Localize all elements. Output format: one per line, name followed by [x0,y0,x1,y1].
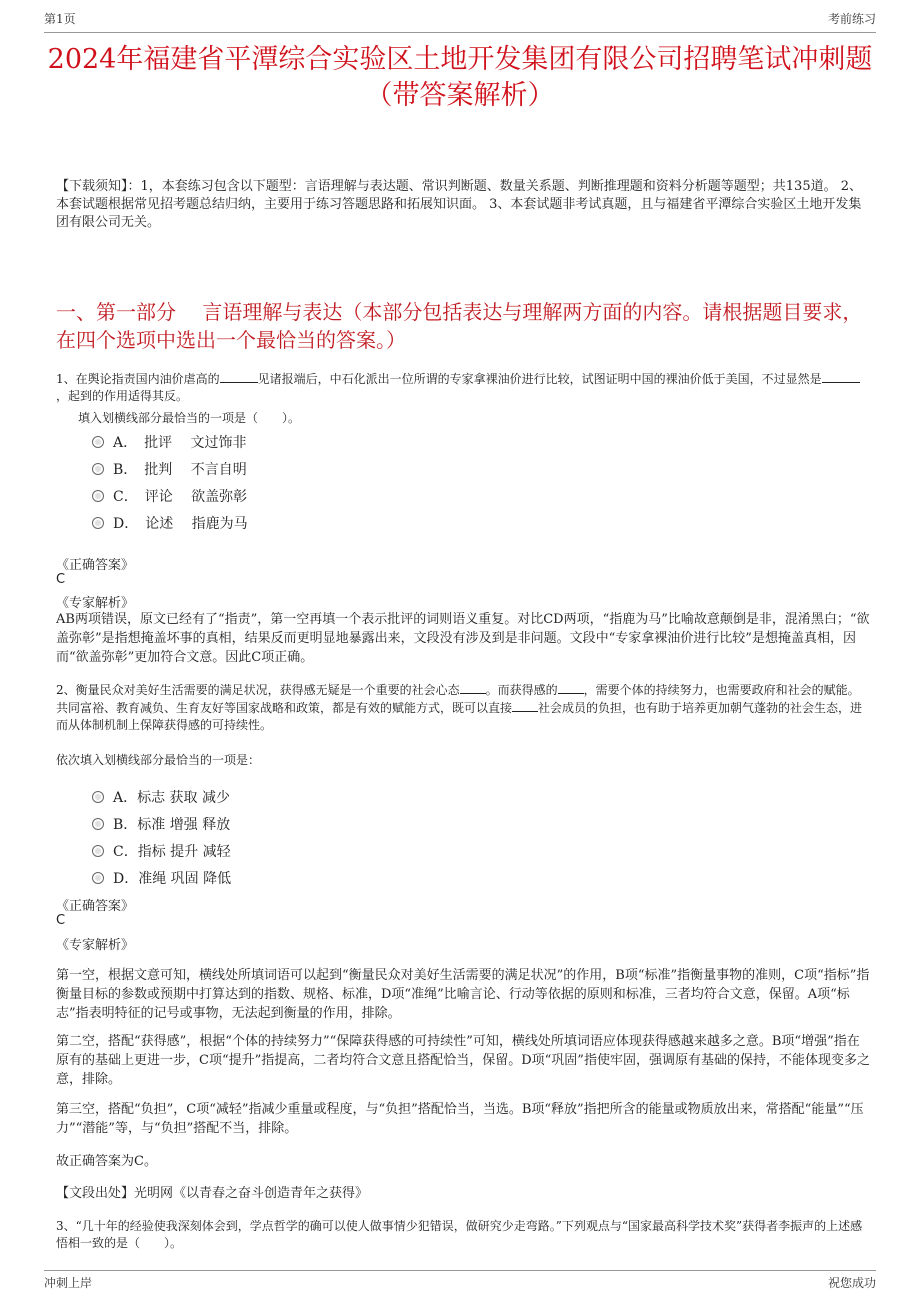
question-2-text: 2、衡量民众对美好生活需要的满足状况，获得感无疑是一个重要的社会心态 。而获得感的 ，需要个体的持续努力，也需要政府和社会的赋能。共同富裕、教育减负、生育友好等国家战略和政策，都是有效的赋能方式，既可以直接 社会成员的负担，也有助于培养更加朝气蓬勃的社会生态，进而从体制机制上保障获得感的可持续性。 [56,683,863,732]
q2-analysis-p1: 第一空，根据文意可知，横线处所填词语可以起到“衡量民众对美好生活需要的满足状况”的作用，B项“标准”指衡量事物的准则，C项“指标”指衡量目标的参数或预期中打算达到的指数、规格、标准，D项“准绳”比喻言论、行动等依据的原则和标准，三者均符合文意，保留。A项“标志”指表明特征的记号或事物，无法起到衡量的作用，排除。 [56,968,870,1021]
document-title: 2024年福建省平潭综合实验区土地开发集团有限公司招聘笔试冲刺题（带答案解析） [47,44,873,111]
footer-left: 冲刺上岸 [44,1276,93,1290]
q2-answer: C [56,913,66,928]
radio-icon[interactable] [92,436,104,448]
q2-analysis-p2: 第二空，搭配“获得感”，根据“个体的持续努力”“保障获得感的可持续性”可知，横线处所填词语应体现获得感越来越多之意。B项“增强”指在原有的基础上更进一步，C项“提升”指提高，二者均符合文意且搭配恰当，保留。D项“巩固”指使牢固，强调原有基础的保持，不能体现变多之意，排除。 [56,1034,870,1087]
q2-analysis-p3: 第三空，搭配“负担”，C项“减轻”指减少重量或程度，与“负担”搭配恰当，当选。B项“释放”指把所含的能量或物质放出来，常搭配“能量”“压力”“潜能”等，与“负担”搭配不当，排除。 [56,1102,864,1136]
question-1-text: 1、在舆论指责国内油价虐高的 见诸报端后，中石化派出一位所谓的专家拿裸油价进行比较，试图证明中国的裸油价低于美国，不过显然是，起到的作用适得其反。 [56,370,870,405]
q1-option-a[interactable]: A． 批评 文过饰非 [92,432,247,452]
q2-analysis-p4: 故正确答案为C。 [56,1154,157,1169]
radio-icon[interactable] [92,463,104,475]
q1-answer-label: 《正确答案》 [56,558,135,573]
q1-option-d[interactable]: D． 论述 指鹿为马 [92,513,248,533]
q1-analysis: AB两项错误，原文已经有了“指责”，第一空再填一个表示批评的词则语义重复。对比CD两项，“指鹿为马”比喻故意颠倒是非，混淆黑白；“欲盖弥彰”是指想掩盖坏事的真相，结果反而更明显地暴露出来，文段没有涉及到是非问题。文段中“专家拿裸油价进行比较”是想掩盖真相，因而“欲盖弥彰”更加符合文意。因此C项正确。 [56,612,870,665]
q2-answer-label: 《正确答案》 [56,899,135,914]
radio-icon[interactable] [92,818,104,830]
download-notice: 【下载须知】：1，本套练习包含以下题型：言语理解与表达题、常识判断题、数量关系题、判断推理题和资料分析题等题型；共135道。 2、本套试题根据常见招考题总结归纳，主要用于练习答题思路和拓展知识面。 3、本套试题非考试真题，且与福建省平潭综合实验区土地开发集团有限公司无关。 [56,179,862,230]
q2-option-b[interactable]: B．标准 增强 释放 [92,814,230,834]
question-2-prompt: 依次填入划横线部分最恰当的一项是： [56,753,261,767]
footer-right: 祝您成功 [827,1276,876,1290]
q1-option-c[interactable]: C． 评论 欲盖弥彰 [92,486,247,506]
blank-3 [512,699,538,712]
blank-2 [822,370,860,383]
radio-icon[interactable] [92,872,104,884]
radio-icon[interactable] [92,517,104,529]
q1-analysis-label: 《专家解析》 [56,596,135,611]
blank-2 [558,681,584,694]
blank-1 [220,370,258,383]
q1-option-b[interactable]: B． 批判 不言自明 [92,459,247,479]
question-1-prompt: 填入划横线部分最恰当的一项是（ ）。 [78,411,301,425]
page-footer [44,1270,876,1291]
q2-option-a[interactable]: A．标志 获取 减少 [92,787,230,807]
radio-icon[interactable] [92,845,104,857]
q2-option-d[interactable]: D．准绳 巩固 降低 [92,868,231,888]
page-header [44,10,876,33]
q1-answer: C [56,572,66,587]
section-heading: 一、第一部分 言语理解与表达（本部分包括表达与理解两方面的内容。请根据题目要求，在四个选项中选出一个最恰当的答案。） [56,300,863,352]
q2-source: 【文段出处】光明网《以青春之奋斗创造青年之获得》 [56,1186,369,1201]
blank-1 [460,681,486,694]
question-3-text: 3、“几十年的经验使我深刻体会到，学点哲学的确可以使人做事情少犯错误，做研究少走弯路。”下列观点与“国家最高科学技术奖”获得者李振声的上述感悟相一致的是（ ）。 [56,1219,863,1250]
radio-icon[interactable] [92,490,104,502]
page-number: 第1页 [44,12,76,26]
header-tag: 考前练习 [827,12,876,26]
q2-option-c[interactable]: C．指标 提升 减轻 [92,841,231,861]
radio-icon[interactable] [92,791,104,803]
q2-analysis-label: 《专家解析》 [56,938,135,953]
